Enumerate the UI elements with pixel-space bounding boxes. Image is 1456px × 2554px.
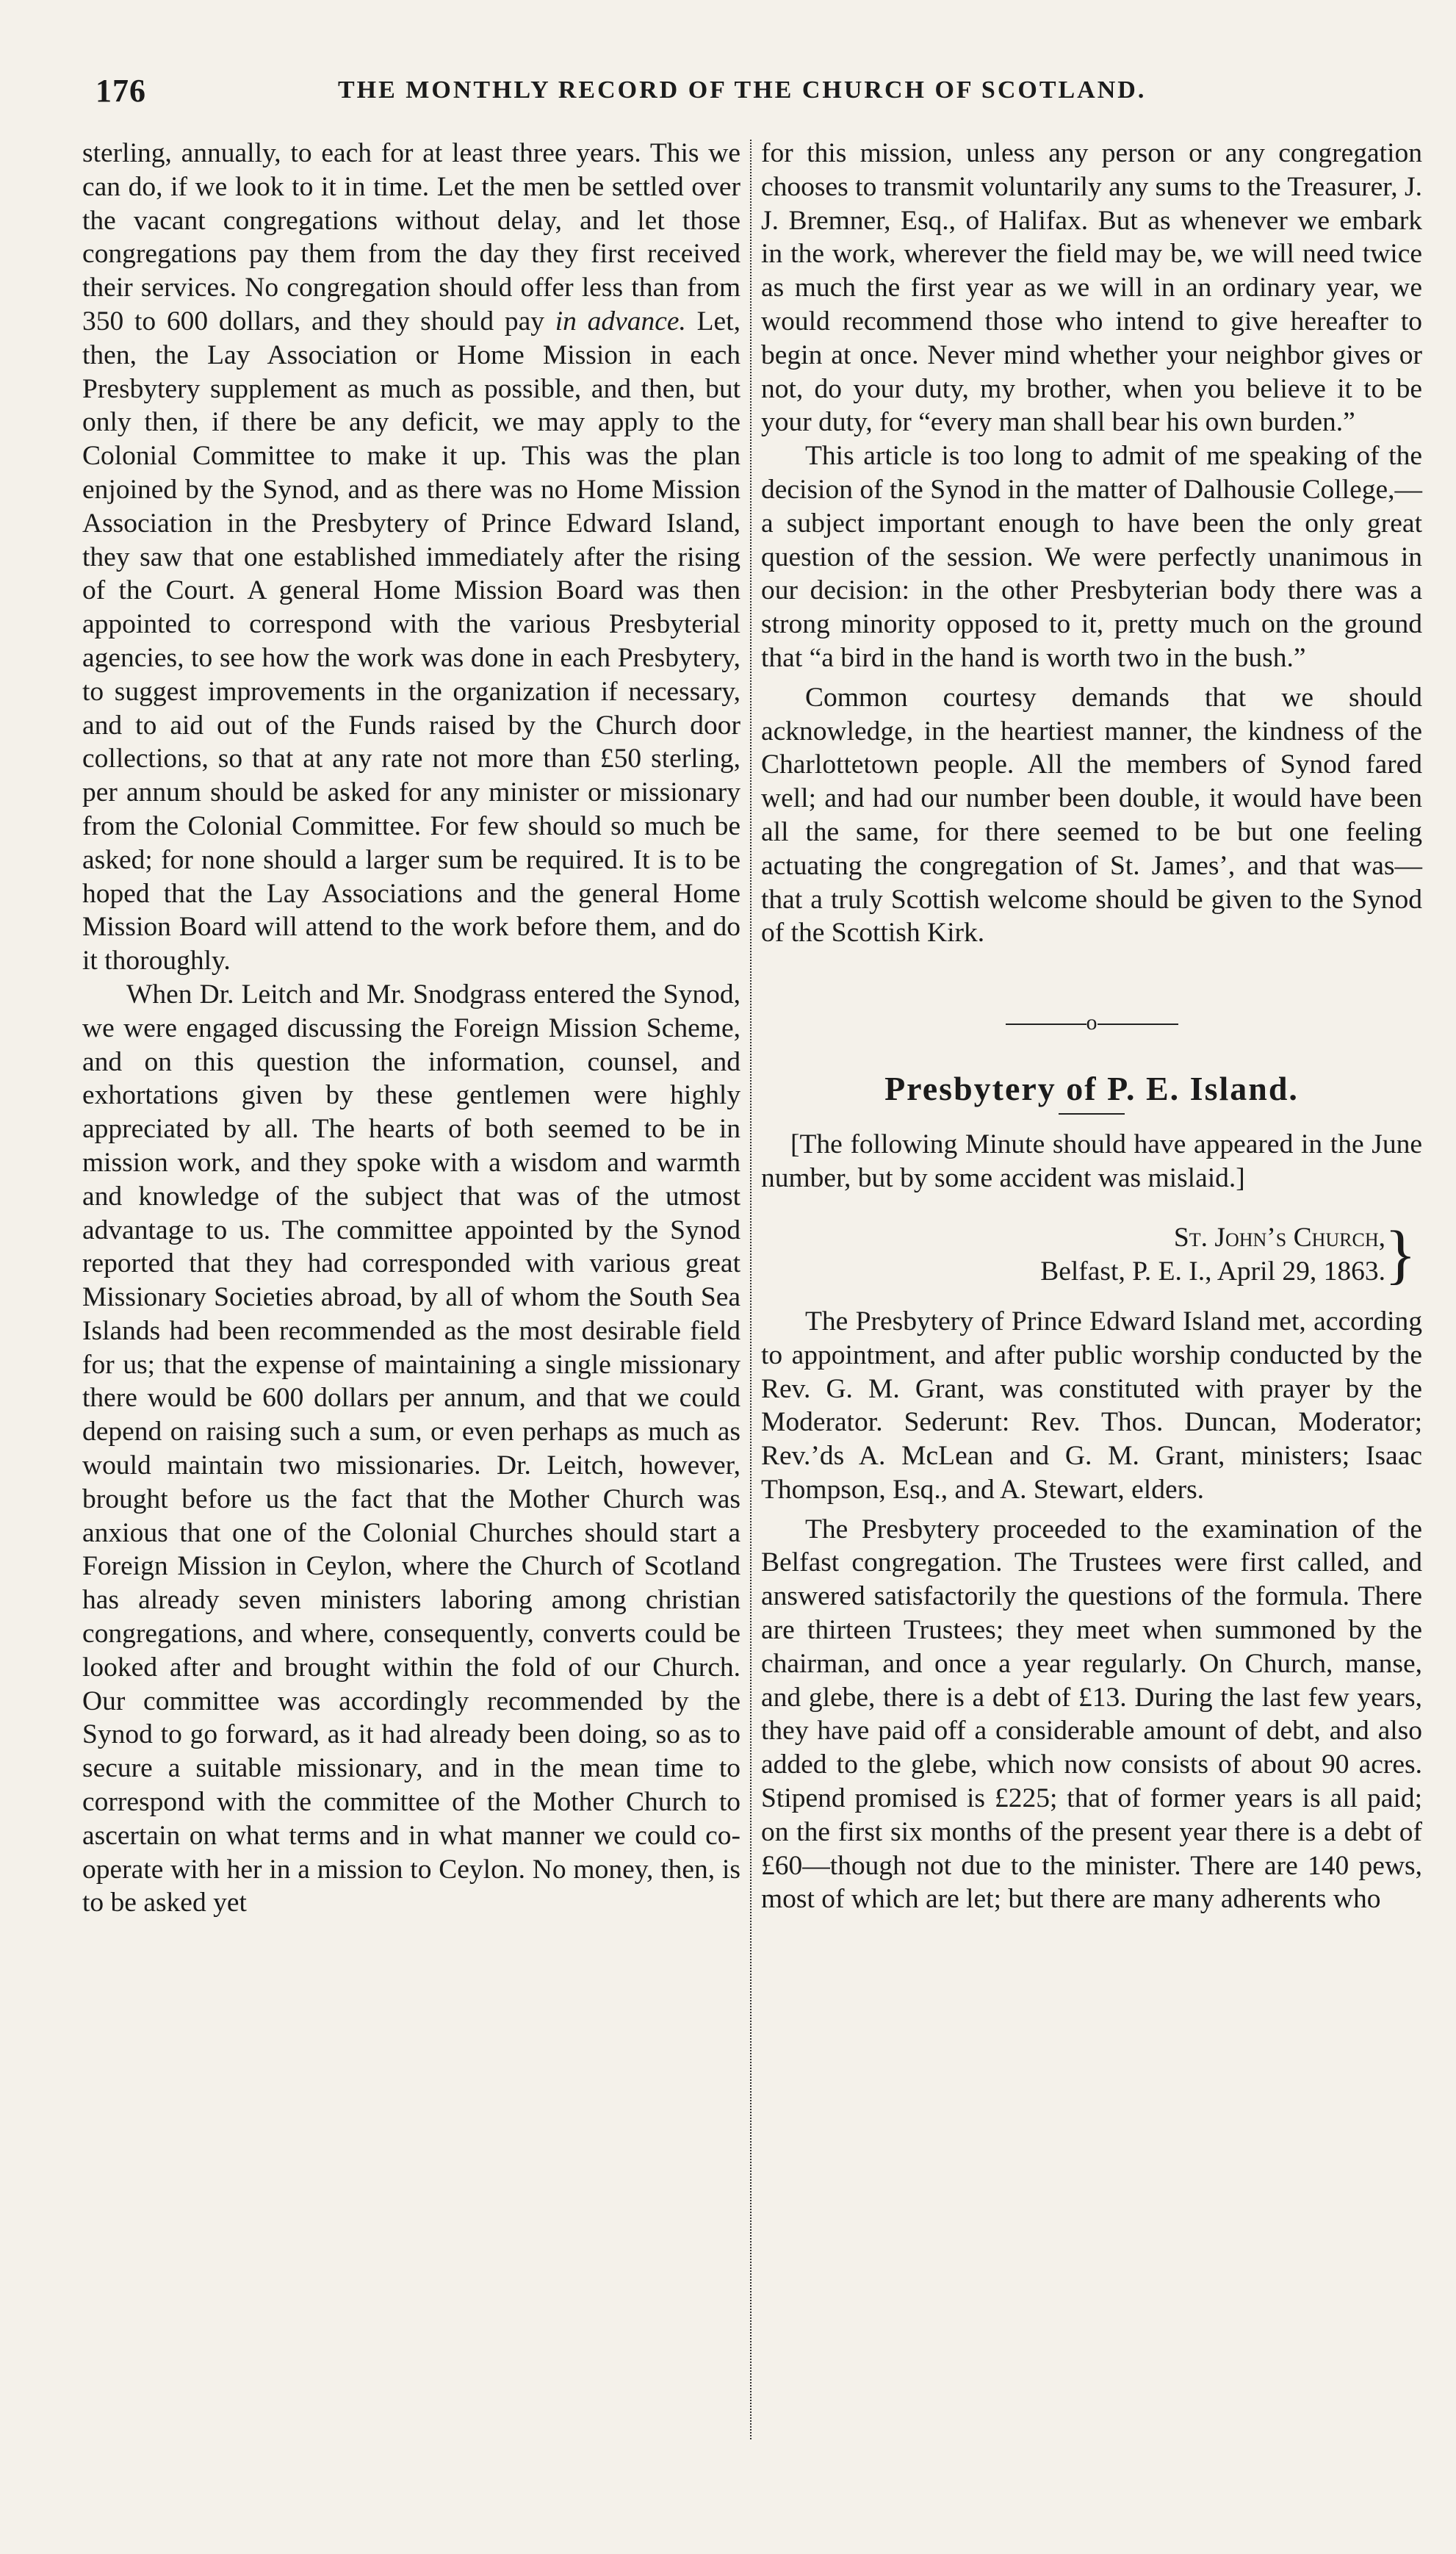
section-divider [761, 1006, 1422, 1040]
divider-line-right [1098, 1024, 1178, 1025]
right-column [761, 137, 1422, 1916]
page-number: 176 [95, 73, 146, 109]
divider-mark: o [1086, 1010, 1098, 1035]
place-and-date [761, 1218, 1422, 1292]
editorial-note: [The following Minute should have appeared in the June number, but by some accident was mislaid.] [761, 1129, 1422, 1193]
minute-paragraph-2: The Presbytery proceeded to the examination of the Belfast congregation. The Trustees were first called, and answered satisfactorily the questions of the formula. There are thirteen Trustees; they meet when summoned by the chairman, and once a year regularly. On Church, manse, and glebe, there is a debt of £13. During the last few years, they have paid off a considerable amount of debt, and also added to the glebe, which now consists of about 90 acres. Stipend promised is £225; that of former years is all paid; on the first six months of the present year there is a debt of £60—though not due to the minister. There are 140 pews, most of which are let; but there are many adherents who [761, 1514, 1422, 1915]
left-paragraph-1-part-a: sterling, annually, to each for at least three years. This we can do, if we look to it in time. Let the men be settled over the vacant congregations without delay, and let those congregations pay them from the day they first received their services. No congregation should offer less than from 350 to 600 dollars, and they should pay [82, 138, 740, 337]
left-column [82, 137, 740, 1920]
left-paragraph-2: When Dr. Leitch and Mr. Snodgrass entered the Synod, we were engaged discussing the Foreign Mission Scheme, and on this question the information, counsel, and exhortations given by these gentlemen were highly appreciated by all. The hearts of both seemed to be in mission work, and they spoke with a wisdom and warmth and knowledge of the subject that was of the utmost advantage to us. The committee appointed by the Synod reported that they had corresponded with various great Missionary Societies abroad, by all of whom the South Sea Islands had been recommended as the most desirable field for us; that the expense of maintaining a single missionary there would be 600 dollars per annum, and that we could depend on raising such a sum, or even perhaps as much as would maintain two missionaries. Dr. Leitch, however, brought before us the fact that the Mother Church was anxious that one of the Colonial Churches should start a Foreign Mission in Ceylon, where the Church of Scotland has already seven ministers laboring among christian congregations, and where, consequently, converts could be looked after and brought within the fold of our Church. Our committee was accordingly recommended by the Synod to go forward, as it had already been doing, so as to secure a suitable missionary, and in the mean time to correspond with the committee of the Mother Church to ascertain on what terms and in what manner we could co-operate with her in a mission to Ceylon. No money, then, is to be asked yet [82, 979, 740, 1918]
right-paragraph-1: for this mission, unless any person or any congregation chooses to transmit voluntarily any sums to the Treasurer, J. J. Bremner, Esq., of Halifax. But as whenever we embark in the work, wherever the field may be, we will need twice as much the first year as we will in an ordinary year, we would recommend those who intend to give hereafter to begin at once. Never mind whether your neighbor gives or not, do your duty, my brother, when you believe it to be your duty, for “every man shall bear his own burden.” [761, 138, 1422, 438]
right-paragraph-3: Common courtesy demands that we should acknowledge, in the heartiest manner, the kindness of the Charlottetown people. All the members of Synod fared well; and had our number been double, it would have been all the same, for there seemed to be but one feeling actuating the congregation of St. James’, and that was—that a truly Scottish welcome should be given to the Synod of the Scottish Kirk. [761, 682, 1422, 949]
section-title: Presbytery of P. E. Island. [884, 1069, 1299, 1107]
left-paragraph-1-part-b: Let, then, the Lay Association or Home Mission in each Presbytery supplement as much as possible, and then, but only then, if there be any deficit, we may apply to the Colonial Committee to make it up. This was the plan enjoined by the Synod, and as there was no Home Mission Association in the Presbytery of Prince Edward Island, they saw that one established immediately after the rising of the Court. A general Home Mission Board was then appointed to correspond with the various Presbyterial agencies, to see how the work was done in each Presbytery, to suggest improvements in the organization if necessary, and to aid out of the Funds raised by the Church door collections, so that at any rate not more than £50 sterling, per annum should be asked for any minister or missionary from the Colonial Committee. For few should so much be asked; for none should a larger sum be required. It is to be hoped that the Lay Associations and the general Home Mission Board will attend to the work before them, and do it thoroughly. [82, 306, 740, 976]
running-head: THE MONTHLY RECORD OF THE CHURCH OF SCOTLAND. [338, 76, 1147, 104]
in-advance-emphasis: in advance. [555, 306, 686, 337]
place-church: St. John’s Church, [1173, 1223, 1385, 1253]
left-paragraph-1 [82, 137, 740, 978]
right-paragraph-2: This article is too long to admit of me speaking of the decision of the Synod in the matter of Dalhousie College,—a subject important enough to have been the only great question of the session. We were perfectly unanimous in our decision: in the other Presbyterian body there was a strong minority opposed to it, pretty much on the ground that “a bird in the hand is worth two in the bush.” [761, 441, 1422, 673]
title-rule [1059, 1113, 1125, 1115]
page-header [0, 72, 1456, 116]
place-date: Belfast, P. E. I., April 29, 1863. [1040, 1256, 1385, 1287]
brace-mark: } [1384, 1218, 1416, 1292]
divider-line-left [1006, 1024, 1086, 1025]
minute-paragraph-1: The Presbytery of Prince Edward Island met, according to appointment, and after public worship conducted by the Rev. G. M. Grant, was constituted with prayer by the Moderator. Sederunt: Rev. Thos. Duncan, Moderator; Rev.’ds A. McLean and G. M. Grant, ministers; Isaac Thompson, Esq., and A. Stewart, elders. [761, 1306, 1422, 1505]
column-divider [750, 140, 752, 2439]
